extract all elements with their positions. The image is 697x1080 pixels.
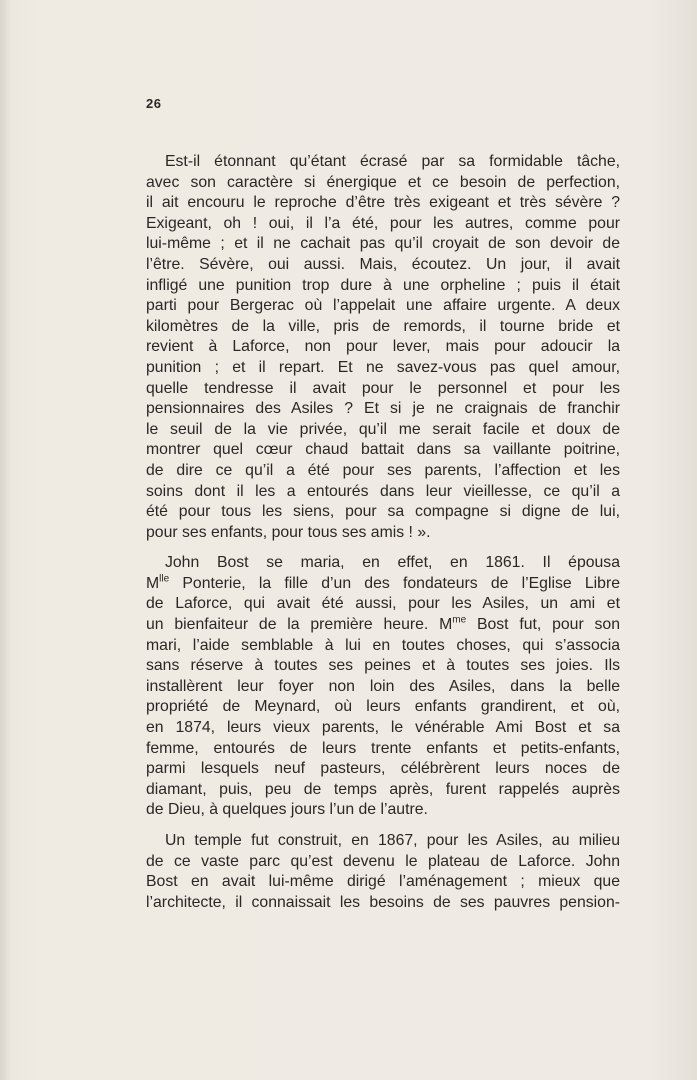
- page-number: 26: [146, 96, 162, 111]
- text-line: sans réserve à toutes ses peines et à toutes ses joies. Ils: [146, 657, 620, 675]
- text-line: Est-il étonnant qu’étant écrasé par sa formidable tâche,: [165, 153, 620, 170]
- text-line: Bost en avait lui-même dirigé l’aménagement ; mieux que: [146, 873, 620, 891]
- superscript: me: [452, 614, 467, 626]
- text-line: il ait encouru le reproche d’être très exigeant et très sévère ?: [146, 194, 620, 212]
- text-line: mari, l’aide semblable à lui en toutes choses, qui s’associa: [146, 636, 620, 654]
- text-line: punition ; et il repart. Et ne savez-vous pas quel amour,: [146, 358, 620, 376]
- text-line: avec son caractère si énergique et ce besoin de perfection,: [146, 173, 620, 191]
- text-line: été pour tous les siens, pour sa compagne si digne de lui,: [146, 503, 620, 521]
- text-line: revient à Laforce, non pour lever, mais pour adoucir la: [146, 338, 620, 356]
- text-line: Un temple fut construit, en 1867, pour les Asiles, au milieu: [165, 832, 620, 849]
- text-line: de Dieu, à quelques jours l’un de l’autre.: [146, 801, 428, 819]
- text-line: installèrent leur foyer non loin des Asiles, dans la belle: [146, 677, 620, 695]
- text-line: John Bost se maria, en effet, en 1861. Il épousa: [165, 554, 620, 572]
- body-text: [146, 152, 620, 913]
- text-line: Exigeant, oh ! oui, il l’a été, pour les autres, comme pour: [146, 214, 620, 232]
- text-line: montrer quel cœur chaud battait dans sa vaillante poitrine,: [146, 441, 620, 459]
- text-line: en 1874, leurs vieux parents, le vénérable Ami Bost et sa: [146, 719, 620, 737]
- text-line: pour ses enfants, pour tous ses amis ! ».: [146, 523, 431, 541]
- text-line: quelle tendresse il avait pour le personnel et pour les: [146, 379, 620, 397]
- paragraph-3: [146, 831, 620, 913]
- text-line: de ce vaste parc qu’est devenu le plateau de Laforce. John: [146, 852, 620, 870]
- text-line: lui-même ; et il ne cachait pas qu’il croyait de son devoir de: [146, 235, 620, 253]
- text-line: un bienfaiteur de la première heure. $M^{me}$ Bost fut, pour son: [146, 614, 620, 634]
- text-line: kilomètres de la ville, pris de remords, il tourne bride et: [146, 317, 620, 335]
- text-line: le seuil de la vie privée, qu’il me serait facile et doux de: [146, 420, 620, 438]
- text-line: infligé une punition trop dure à une orpheline ; puis il était: [146, 276, 620, 294]
- text-line: femme, entourés de leurs trente enfants et petits-enfants,: [146, 739, 620, 757]
- text-line: parti pour Bergerac où l’appelait une affaire urgente. A deux: [146, 297, 620, 315]
- text-line: de Laforce, qui avait été aussi, pour les Asiles, un ami et: [146, 595, 620, 613]
- text-line: de dire ce qu’il a été pour ses parents, l’affection et les: [146, 461, 620, 479]
- text-line: pensionnaires des Asiles ? Et si je ne craignais de franchir: [146, 400, 620, 418]
- text-line: $M^{lle}$ Ponterie, la fille d’un des fondateurs de l’Eglise Libre: [146, 573, 620, 592]
- text-line: l’être. Sévère, oui aussi. Mais, écoutez. Un jour, il avait: [146, 255, 620, 273]
- paragraph-1: [146, 152, 620, 543]
- text-line: propriété de Meynard, où leurs enfants grandirent, et où,: [146, 698, 620, 716]
- paragraph-2: [146, 553, 620, 821]
- text-line: diamant, puis, peu de temps après, furent rappelés auprès: [146, 780, 620, 798]
- superscript: lle: [159, 573, 170, 585]
- text-line: soins dont il les a entourés dans leur vieillesse, ce qu’il a: [146, 482, 620, 500]
- text-line: l’architecte, il connaissait les besoins de ses pauvres pension-: [146, 893, 620, 911]
- text-line: parmi lesquels neuf pasteurs, célébrèrent leurs noces de: [146, 760, 620, 778]
